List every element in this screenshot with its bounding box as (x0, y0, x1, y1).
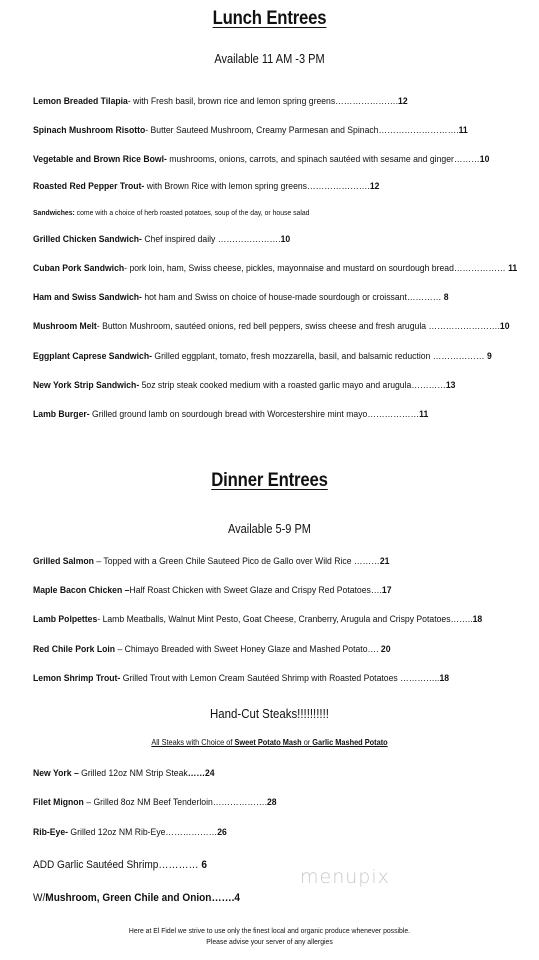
steaks-subtitle: All Steaks with Choice of Sweet Potato Mash or Garlic Mashed Potato (151, 738, 388, 747)
menu-item: Spinach Mushroom Risotto- Butter Sauteed Mushroom, Creamy Parmesan and Spinach……………………….11 (33, 125, 468, 136)
menu-item: Lamb Polpettes- Lamb Meatballs, Walnut Mint Pesto, Goat Cheese, Cranberry, Arugula and Crispy Potatoes……..18 (33, 614, 483, 625)
dinner-availability: Available 5-9 PM (228, 522, 311, 536)
lunch-title: Lunch Entrees (212, 8, 327, 29)
addon-shrimp: ADD Garlic Sautéed Shrimp………… 6 (33, 859, 208, 871)
menu-item: Grilled Salmon – Topped with a Green Chile Sauteed Pico de Gallo over Wild Rice ………21 (33, 556, 390, 567)
menu-item: Eggplant Caprese Sandwich- Grilled eggplant, tomato, fresh mozzarella, basil, and balsamic reduction ……………… 9 (33, 351, 492, 362)
menu-item: Grilled Chicken Sandwich- Chef inspired daily ………………….10 (33, 234, 291, 245)
steaks-title: Hand-Cut Steaks!!!!!!!!!! (210, 706, 329, 721)
menu-item: Rib-Eye- Grilled 12oz NM Rib-Eye………………26 (33, 827, 227, 838)
footer (27, 925, 512, 947)
menu-item: Maple Bacon Chicken –Half Roast Chicken with Sweet Glaze and Crispy Red Potatoes….17 (33, 585, 392, 596)
menu-item: Lamb Burger- Grilled ground lamb on sourdough bread with Worcestershire mint mayo………………11 (33, 409, 429, 420)
footer-line: Here at El Fidel we strive to use only the finest local and organic produce whenever possible. (128, 926, 411, 935)
menu-item: Roasted Red Pepper Trout- with Brown Rice with lemon spring greens………………….12 (33, 181, 380, 192)
menu-item: Filet Mignon – Grilled 8oz NM Beef Tenderloin……………….28 (33, 797, 277, 808)
menu-item: Ham and Swiss Sandwich- hot ham and Swiss on choice of house-made sourdough or croissant………… 8 (33, 292, 449, 303)
addon-mushroom: W/Mushroom, Green Chile and Onion…….4 (33, 892, 240, 904)
menu-item: Mushroom Melt- Button Mushroom, sautéed onions, red bell peppers, swiss cheese and fresh arugula …………………….10 (33, 321, 510, 332)
lunch-availability: Available 11 AM -3 PM (214, 52, 325, 66)
menu-item: Lemon Shrimp Trout- Grilled Trout with Lemon Cream Sautéed Shrimp with Roasted Potatoes …………..18 (33, 673, 450, 684)
menu-item: New York Strip Sandwich- 5oz strip steak cooked medium with a roasted garlic mayo and arugula…………13 (33, 380, 456, 391)
menu-item: New York – Grilled 12oz NM Strip Steak……24 (33, 768, 215, 779)
sandwich-note: Sandwiches: come with a choice of herb roasted potatoes, soup of the day, or house salad (33, 208, 310, 217)
menu-item: Cuban Pork Sandwich- pork loin, ham, Swiss cheese, pickles, mayonnaise and mustard on sourdough bread……………… 11 (33, 263, 518, 274)
menupix-watermark: menupix (300, 866, 390, 888)
menu-item: Lemon Breaded Tilapia- with Fresh basil, brown rice and lemon spring greens………………….12 (33, 96, 408, 107)
menu-item: Vegetable and Brown Rice Bowl- mushrooms, onions, carrots, and spinach sautéed with sesame and ginger………10 (33, 154, 490, 165)
dinner-title: Dinner Entrees (211, 470, 328, 491)
footer-line: Please advise your server of any allergies (206, 937, 333, 946)
menu-item: Red Chile Pork Loin – Chimayo Breaded with Sweet Honey Glaze and Mashed Potato…. 20 (33, 644, 391, 655)
